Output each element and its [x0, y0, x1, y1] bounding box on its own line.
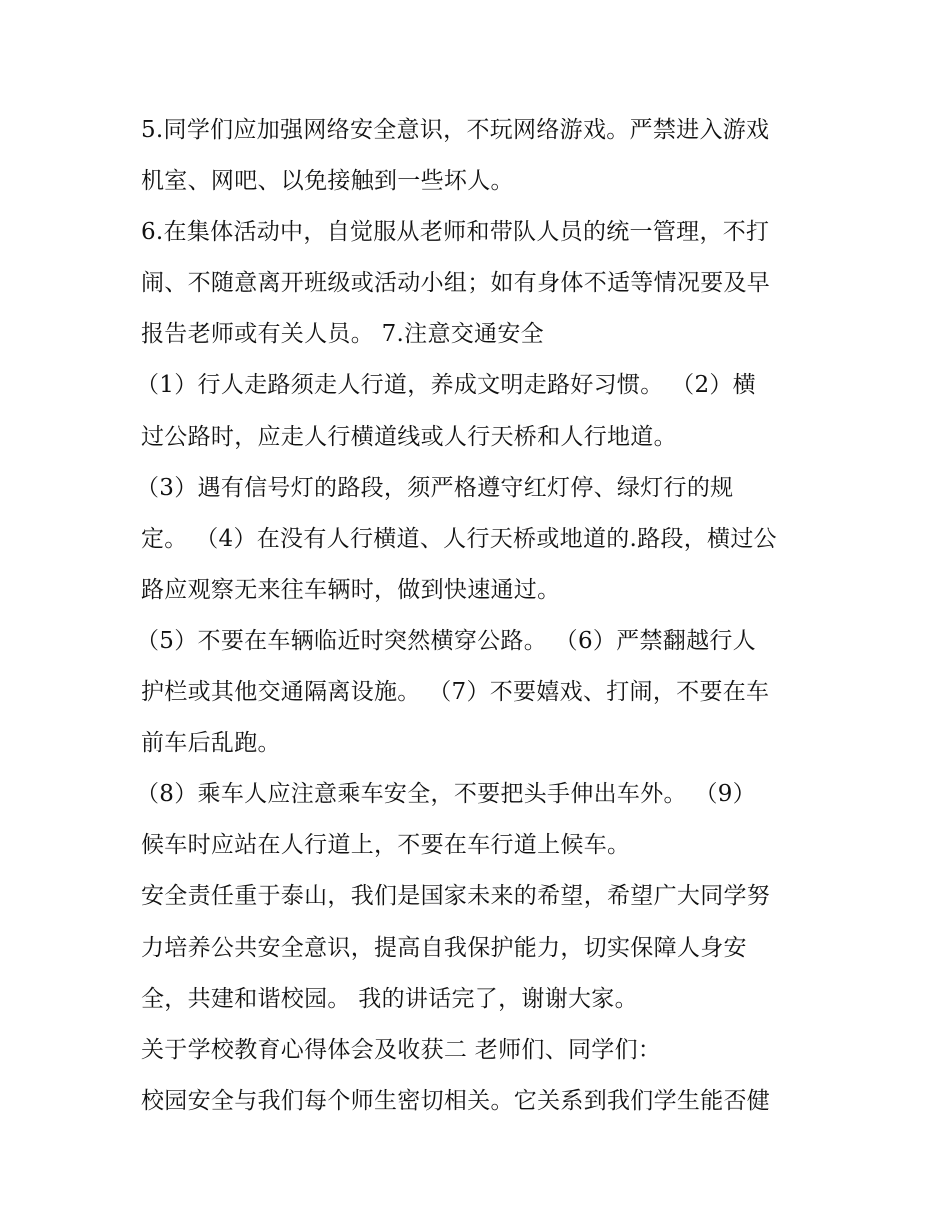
text-line: 报告老师或有关人员。 7.注意交通安全 — [141, 321, 544, 348]
text-line: 安全责任重于泰山，我们是国家未来的希望，希望广大同学努 — [141, 883, 771, 910]
text-line: 路应观察无来往车辆时，做到快速通过。 — [141, 576, 561, 603]
text-line: 前车后乱跑。 — [141, 730, 281, 757]
text-line: 候车时应站在人行道上，不要在车行道上候车。 — [141, 832, 631, 859]
text-line: 关于学校教育心得体会及收获二 老师们、同学们： — [141, 1036, 662, 1063]
text-line: 护栏或其他交通隔离设施。 （7）不要嬉戏、打闹，不要在车 — [141, 679, 770, 706]
text-line: 5.同学们应加强网络安全意识，不玩网络游戏。严禁进入游戏 — [141, 117, 770, 143]
text-line: 6.在集体活动中，自觉服从老师和带队人员的统一管理，不打 — [141, 219, 770, 246]
text-line: （5）不要在车辆临近时突然横穿公路。 （6）严禁翻越行人 — [136, 627, 756, 654]
text-line: 机室、网吧、以免接触到一些坏人。 — [141, 168, 514, 195]
text-line: 力培养公共安全意识，提高自我保护能力，切实保障人身安 — [141, 934, 747, 961]
text-line: 定。 （4）在没有人行横道、人行天桥或地道的.路段，横过公 — [141, 525, 777, 552]
text-line: （1）行人走路须走人行道，养成文明走路好习惯。 （2）横 — [136, 372, 756, 399]
body-text — [136, 110, 831, 1132]
text-line: （8）乘车人应注意乘车安全，不要把头手伸出车外。 （9） — [136, 781, 756, 808]
text-line: 闹、不随意离开班级或活动小组；如有身体不适等情况要及早 — [141, 270, 771, 297]
text-line: （3）遇有信号灯的路段，须严格遵守红灯停、绿灯行的规 — [136, 474, 734, 501]
text-line: 校园安全与我们每个师生密切相关。它关系到我们学生能否健 — [141, 1087, 771, 1114]
text-line: 过公路时，应走人行横道线或人行天桥和人行地道。 — [141, 423, 677, 450]
text-line: 全，共建和谐校园。 我的讲话完了，谢谢大家。 — [141, 985, 638, 1012]
